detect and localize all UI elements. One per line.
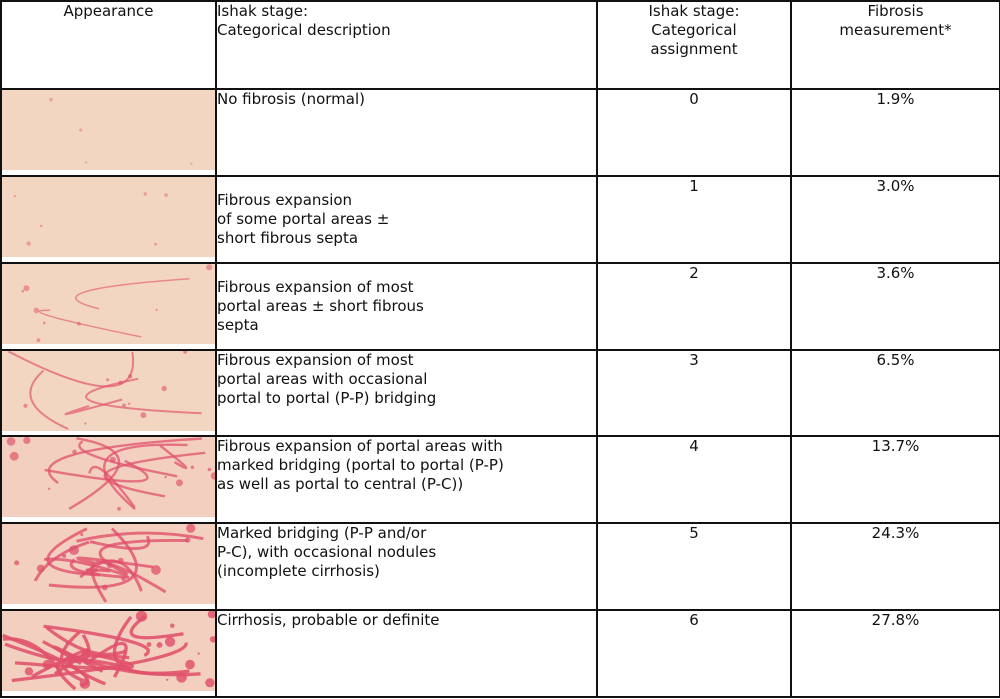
table-row — [1, 436, 1000, 523]
stage-value: 5 — [689, 524, 699, 543]
stage-value: 6 — [689, 611, 699, 630]
appearance-cell — [1, 89, 216, 176]
appearance-cell — [1, 523, 216, 610]
stage-description: No fibrosis (normal) — [217, 90, 365, 108]
stage-description: Fibrous expansion of some portal areas ± short fibrous septa — [217, 190, 390, 247]
stage-value: 2 — [689, 263, 699, 282]
description-cell — [216, 350, 597, 437]
histology-image-stage-6 — [2, 611, 215, 691]
stage-cell — [597, 176, 791, 263]
stage-description: Fibrous expansion of most portal areas with occasional portal to portal (P-P) bridging — [217, 350, 437, 407]
fibrosis-value: 13.7% — [871, 437, 920, 456]
description-cell — [216, 436, 597, 523]
table-row — [1, 176, 1000, 263]
fibrosis-value: 3.6% — [876, 263, 915, 282]
fibrosis-value: 27.8% — [871, 611, 920, 630]
histology-image-stage-5 — [2, 524, 215, 604]
stage-description: Marked bridging (P-P and/or P-C), with occasional nodules (incomplete cirrhosis) — [217, 524, 437, 581]
table-row — [1, 263, 1000, 350]
stage-cell — [597, 263, 791, 350]
histology-image-stage-0 — [2, 90, 215, 170]
stage-description: Fibrous expansion of portal areas with marked bridging (portal to portal (P-P) as well as portal to central (P-C)) — [217, 437, 504, 494]
fibrosis-cell — [791, 523, 1000, 610]
histology-image-stage-4 — [2, 437, 215, 517]
table-row — [1, 89, 1000, 176]
description-cell — [216, 263, 597, 350]
appearance-cell — [1, 436, 216, 523]
fibrosis-value: 1.9% — [876, 90, 915, 108]
appearance-cell — [1, 176, 216, 263]
description-cell — [216, 523, 597, 610]
header-categorical-description: Ishak stage: Categorical description — [216, 1, 597, 89]
fibrosis-cell — [791, 436, 1000, 523]
stage-cell — [597, 89, 791, 176]
histology-image-stage-1 — [2, 177, 215, 257]
fibrosis-cell — [791, 610, 1000, 697]
stage-value: 1 — [689, 176, 699, 195]
stage-value: 4 — [689, 437, 699, 456]
appearance-cell — [1, 263, 216, 350]
stage-cell — [597, 436, 791, 523]
stage-cell — [597, 523, 791, 610]
histology-image-stage-2 — [2, 264, 215, 344]
histology-image-stage-3 — [2, 351, 215, 431]
stage-description: Fibrous expansion of most portal areas ± short fibrous septa — [217, 277, 424, 334]
fibrosis-cell — [791, 176, 1000, 263]
stage-value: 0 — [689, 90, 699, 108]
header-categorical-assignment: Ishak stage: Categorical assignment — [597, 1, 791, 89]
stage-value: 3 — [689, 350, 699, 369]
header-fibrosis-measurement: Fibrosis measurement* — [791, 1, 1000, 89]
header-appearance: Appearance — [1, 1, 216, 89]
appearance-cell — [1, 350, 216, 437]
fibrosis-value: 24.3% — [871, 524, 920, 543]
description-cell — [216, 176, 597, 263]
stage-cell — [597, 610, 791, 697]
table-row — [1, 350, 1000, 437]
fibrosis-cell — [791, 263, 1000, 350]
description-cell — [216, 610, 597, 697]
description-cell — [216, 89, 597, 176]
fibrosis-cell — [791, 350, 1000, 437]
header-row — [1, 1, 1000, 89]
table-row — [1, 523, 1000, 610]
table-row — [1, 610, 1000, 697]
fibrosis-value: 3.0% — [876, 176, 915, 195]
stage-description: Cirrhosis, probable or definite — [217, 611, 440, 630]
stage-cell — [597, 350, 791, 437]
appearance-cell — [1, 610, 216, 697]
fibrosis-value: 6.5% — [876, 350, 915, 369]
fibrosis-cell — [791, 89, 1000, 176]
